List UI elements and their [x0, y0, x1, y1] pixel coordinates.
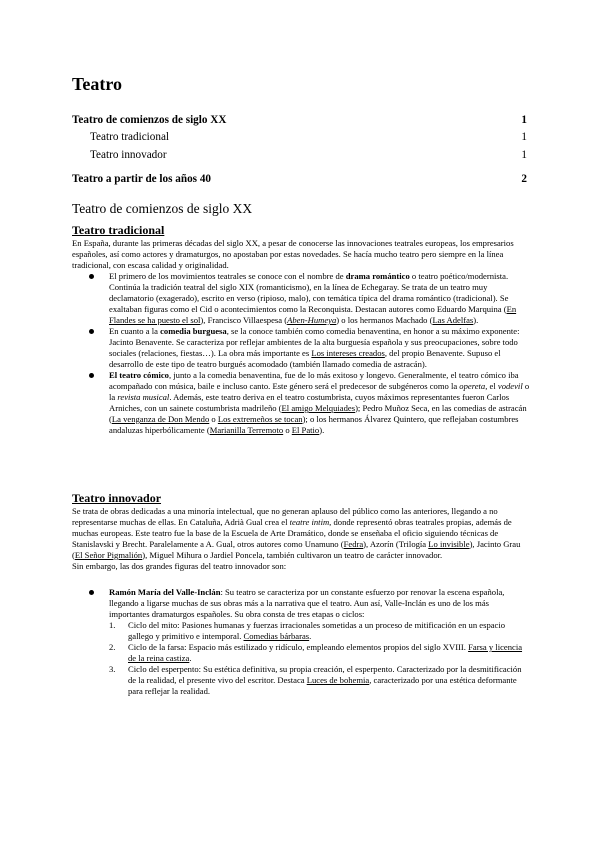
list-item: 2. Ciclo de la farsa: Espacio más estilizado y ridículo, empleando elementos propios del siglo XVIII. Farsa y licencia de la reina castiza. [109, 642, 523, 663]
work-title-link[interactable]: Farsa y licencia de la reina castiza [128, 642, 523, 663]
bullet-list-innovative [72, 587, 530, 697]
work-title-link[interactable]: Lo invisible [428, 539, 470, 549]
document-title: Teatro [72, 74, 123, 94]
subsection-heading-traditional: Teatro tradicional [72, 223, 165, 237]
bullet-icon [89, 590, 94, 595]
section-heading: Teatro de comienzos de siglo XX [72, 201, 253, 216]
work-title-link[interactable]: El Señor Pigmalión [74, 550, 143, 560]
list-item: 3. Ciclo del esperpento: Su estética definitiva, su propia creación, el esperpento. Caracterizado por la desmitificación de la realidad, el presente vivo del escritor. Destaca Luces de bohemia, caracterizado por una estética deformante para reflejar la realidad. [109, 664, 522, 696]
work-title-link[interactable]: El Patio [291, 425, 320, 435]
work-title-link[interactable]: La venganza de Don Mendo [111, 414, 210, 424]
work-title-link[interactable]: Comedias bárbaras [243, 631, 310, 641]
toc-entry-text: Teatro de comienzos de siglo XX [72, 114, 227, 126]
work-title-link[interactable]: Las Adelfas [432, 315, 474, 325]
bullet-icon [89, 329, 94, 334]
bullet-icon [89, 274, 94, 279]
list-item: Ramón María del Valle-Inclán: Su teatro se caracteriza por un constante esfuerzo por renovar la escena española, llegando a ligarse muchas de sus obras más a la narrativa que el teatro. Aun así, Valle-Inclán es uno de los más importantes dramaturgos españoles. Su obra consta de tres etapas o ciclos: 1. Ciclo del mito: Pasiones humanas y fuerzas irracionales sometidas a un proceso de mitificación en un espacio gallego y primitivo e intemporal. Comedias bárbaras. 2. Ciclo de la farsa: Espacio más estilizado y ridículo, empleando elementos propios del siglo XVIII. Farsa y licencia de la reina castiza. 3. Ciclo del esperpento: Su estética definitiva, su propia creación, el esperpento. Caracterizado por la desmitificación de la realidad, el presente vivo del escritor. Destaca Luces de bohemia, caracterizado por una estética deformante para reflejar la realidad. [72, 587, 530, 697]
toc-entry-text: Teatro tradicional [90, 131, 170, 143]
paragraph-innovative: Se trata de obras dedicadas a una minoría intelectual, que no generan aplauso del público como las anteriores, llegando a no representarse muchas de ellas. En Cataluña, Adrià Gual crea el teatre intim, donde representó obras teatrales propias, además de muchas europeas. Este teatro fue la base de la Escuela de Arte Dramático, donde se enseñaba el oficio siguiendo técnicas de Stanislavski y Brecht. Paralelamente a A. Gual, otros autores como Unamuno (Fedra), Azorín (Trilogía Lo invisible), Jacinto Grau (El Señor Pigmalión), Miguel Mihura o Jardiel Poncela, también cultivaron un teatro de carácter innovador. Sin embargo, las dos grandes figuras del teatro innovador son: [72, 506, 521, 571]
toc-entry-text: Teatro a partir de los años 40 [72, 173, 212, 185]
toc-entry-page: 1 [521, 114, 527, 126]
work-title-link[interactable]: Aben-Humeya [287, 315, 337, 325]
list-item: 1. Ciclo del mito: Pasiones humanas y fuerzas irracionales sometidas a un proceso de mitificación en un espacio gallego y primitivo e intemporal. Comedias bárbaras. [109, 620, 506, 641]
list-item: El primero de los movimientos teatrales se conoce con el nombre de drama romántico o teatro poético/modernista. Continúa la tradición teatral del siglo XIX (romanticismo), en la línea de Echegaray. Se trata de un teatro muy declamatorio (exagerado), escrito en verso (ripioso, malo), con temática típica del drama romántico (tradicional). Se exaltaban figuras como el Cid o acontecimientos como la Reconquista. Destacan autores como Eduardo Marquina (En Flandes se ha puesto el sol), Francisco Villaespesa (Aben-Humeya) o los hermanos Machado (Las Adelfas). [72, 271, 530, 326]
list-item: En cuanto a la comedia burguesa, se la conoce también como comedia benaventina, en honor a su máximo exponente: Jacinto Benavente. Se caracteriza por reflejar ambientes de la alta burguesía española y sus preocupaciones, sobre todo sociales (relaciones, fiestas…). La obra más importante es Los intereses creados, del propio Benavente. Supuso el desarrollo de este tipo de teatro burgués acomodado (también llamado comedia de astracán). [72, 326, 530, 370]
work-title-link[interactable]: Luces de bohemia [306, 675, 370, 685]
work-title-link[interactable]: Fedra [343, 539, 364, 549]
work-title-link[interactable]: En Flandes se ha puesto el sol [109, 304, 517, 325]
work-title-link[interactable]: Los extremeños se tocan [217, 414, 303, 424]
toc-entry-page: 1 [521, 131, 527, 143]
bullet-icon [89, 373, 94, 378]
toc-entry-text: Teatro innovador [90, 149, 167, 161]
subsection-heading-innovative: Teatro innovador [72, 491, 162, 505]
paragraph-traditional-intro: En España, durante las primeras décadas del siglo XX, a pesar de conocerse las innovaciones teatrales europeas, los empresarios españoles, así como actores y dramaturgos, no apostaban por estas novedades. Se hacía mucho teatro pero siempre en la línea tradicional, con escasa calidad y originalidad. [72, 238, 514, 270]
numbered-list-cycles [109, 620, 530, 697]
work-title-link[interactable]: Marianilla Terremoto [209, 425, 284, 435]
bullet-list-traditional [72, 271, 530, 436]
work-title-link[interactable]: Los intereses creados [311, 348, 385, 358]
toc-entry-page: 2 [521, 173, 527, 185]
toc-entry-page: 1 [521, 149, 527, 161]
list-item: El teatro cómico, junto a la comedia benaventina, fue de lo más exitoso y longevo. Generalmente, el teatro cómico iba acompañado con música, baile e incluso canto. Este género será el predecesor de subgéneros como la opereta, el vodevil o la revista musical. Además, este teatro deriva en el teatro costumbrista, cuyos máximos representantes fueron Carlos Arniches, con un sainete costumbrista madrileño (El amigo Melquiades); Pedro Muñoz Seca, en las comedias de astracán (La venganza de Don Mendo o Los extremeños se tocan); o los hermanos Álvarez Quintero, que reflejaban costumbres andaluzas hiperbólicamente (Marianilla Terremoto o El Patio). [72, 370, 530, 436]
work-title-link[interactable]: El amigo Melquiades [281, 403, 356, 413]
